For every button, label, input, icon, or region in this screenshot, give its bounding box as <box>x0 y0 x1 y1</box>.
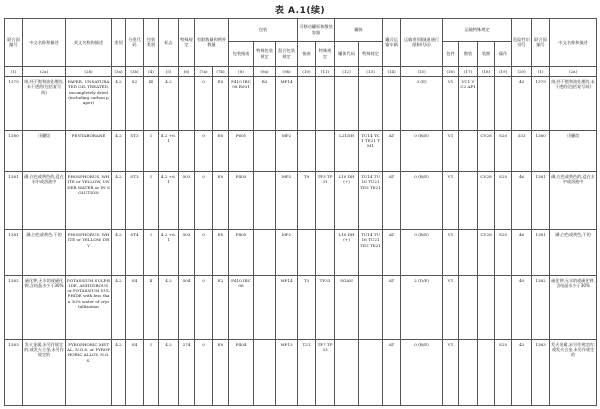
cell-lq: 0 <box>195 230 213 276</box>
cell-veh: AT <box>383 130 401 171</box>
cell-code: ST3 <box>126 130 144 171</box>
column-number: (20) <box>512 66 532 76</box>
cell-tc: 3 (E) <box>401 76 443 130</box>
page-title: 表 A.1(续) <box>274 6 326 16</box>
cell-t1: T21 <box>298 339 316 405</box>
cell-hid: 43 <box>512 339 532 405</box>
cell-cls: 4.2 <box>112 230 126 276</box>
column-number: (7a) <box>195 66 213 76</box>
cell-p2 <box>254 130 276 171</box>
cell-un: 1381 <box>5 172 23 230</box>
cell-s1: V1 <box>443 172 459 230</box>
cell-lq: 0 <box>195 339 213 405</box>
cell-eq: E0 <box>213 339 229 405</box>
cell-cls: 4.2 <box>112 339 126 405</box>
cell-en: PYROPHORIC METAL, N.O.S. or PYROPHORIC ALLOY, N.O.S. <box>66 339 112 405</box>
cell-t2 <box>316 76 335 130</box>
header-packaging: 包装 <box>229 19 298 42</box>
cell-p3: MP2 <box>276 230 298 276</box>
cell-hid: 40 <box>512 275 532 339</box>
cell-cn: 硫化钾,无水的或硫化钾,含结晶水少于30% <box>23 275 66 339</box>
cell-tc: 0 (B/E) <box>401 339 443 405</box>
cell-sp <box>179 76 195 130</box>
cell-sp: 504 <box>179 275 195 339</box>
cell-en: PHOSPHORUS, WHITE or YELLOW, DRY <box>66 230 112 276</box>
cell-veh: AT <box>383 339 401 405</box>
column-number: (4) <box>144 66 159 76</box>
cell-p3: MP14 <box>276 76 298 130</box>
cell-s3: CV28 <box>478 172 495 230</box>
header-english-name: 英文名称和描述 <box>66 19 112 67</box>
column-number: (5) <box>159 66 179 76</box>
column-number: (8) <box>229 66 254 76</box>
cell-label: 4.2 <box>159 275 179 339</box>
cell-s2 <box>459 275 478 339</box>
column-number: (1) <box>532 66 550 76</box>
cell-p1: P405 <box>229 172 254 230</box>
cell-s3: CV28 <box>478 130 495 171</box>
cell-cn: 纸,经不饱和油处理的,未干透的(包括复写纸) <box>23 76 66 130</box>
column-number: (17) <box>459 66 478 76</box>
header-mixed-packing: 混合包装规定 <box>276 41 298 66</box>
cell-cn: 磷,白色或黄色的,浸在水中或溶液中 <box>23 172 66 230</box>
cell-tc: 0 (B/E) <box>401 230 443 276</box>
cell-tk2: TU14 TU16 TU21 TE3 TE21 <box>359 172 383 230</box>
cell-hid: 333 <box>512 130 532 171</box>
cell-cn2: 戊硼烷 <box>550 130 597 171</box>
cell-p2 <box>254 339 276 405</box>
column-number: (13) <box>359 66 383 76</box>
cell-cls: 4.2 <box>112 76 126 130</box>
cell-s1: V1 <box>443 339 459 405</box>
cell-lq: 0 <box>195 76 213 130</box>
cell-cn: 戊硼烷 <box>23 130 66 171</box>
table-row <box>5 172 597 230</box>
cell-pg: Ⅱ <box>144 275 159 339</box>
cell-tk1: L10 DH (+) <box>335 230 359 276</box>
cell-un: 1380 <box>5 130 23 171</box>
cell-p2 <box>254 275 276 339</box>
cell-un2: 1380 <box>532 130 550 171</box>
column-number: (2a) <box>23 66 66 76</box>
cell-t1 <box>298 76 316 130</box>
cell-en: PHOSPHORUS, WHITE or YELLOW, UNDER WATER or IN SOLUTION <box>66 172 112 230</box>
cell-code: ST4 <box>126 230 144 276</box>
cell-un: 1381 <box>5 230 23 276</box>
table-row <box>5 230 597 276</box>
cell-p2 <box>254 172 276 230</box>
cell-hid: 40 <box>512 76 532 130</box>
cell-s1: V1 <box>443 275 459 339</box>
cell-tc: 0 (B/E) <box>401 172 443 230</box>
table-row <box>5 339 597 405</box>
header-portable-tanks: 可移动罐柜和散装容器 <box>298 19 335 42</box>
cell-code: ST3 <box>126 172 144 230</box>
cell-pg: Ⅰ <box>144 172 159 230</box>
cell-code: S2 <box>126 76 144 130</box>
cell-tk2: TU14 TC1 TE21 TM1 <box>359 130 383 171</box>
cell-sp: 503 <box>179 230 195 276</box>
header-class: 类别 <box>112 19 126 67</box>
cell-code: S4 <box>126 339 144 405</box>
cell-en: PAPER, UNSATURATED OIL TREATED, incompletely dried (including carbon paper) <box>66 76 112 130</box>
cell-cls: 4.2 <box>112 130 126 171</box>
cell-tk2 <box>359 275 383 339</box>
cell-t2: TP7 TP33 <box>316 339 335 405</box>
column-number: (6) <box>179 66 195 76</box>
table-row <box>5 76 597 130</box>
cell-un2: 1381 <box>532 172 550 230</box>
cell-sp: 503 <box>179 172 195 230</box>
cell-s2 <box>459 339 478 405</box>
cell-en: POTASSIUM SULPHIDE, ANHYDROUS or POTASSIUM SULPHIDE with less than 30% water of crystallization <box>66 275 112 339</box>
table-row <box>5 130 597 171</box>
cell-cn2: 硫化钾,无水的或硫化钾,含结晶水少于30% <box>550 275 597 339</box>
cell-p3: MP13 <box>276 339 298 405</box>
header-chinese-name-right: 中文名称和描述 <box>550 19 597 67</box>
cell-un: 1379 <box>5 76 23 130</box>
cell-pg: Ⅰ <box>144 339 159 405</box>
cell-s4: S20 <box>495 339 512 405</box>
cell-tk1: SGAN <box>335 275 359 339</box>
table-row <box>5 275 597 339</box>
cell-eq: E0 <box>213 172 229 230</box>
cell-s2 <box>459 130 478 171</box>
cell-p1: P410 IBC08 R001 <box>229 76 254 130</box>
cell-t1 <box>298 130 316 171</box>
cell-s2 <box>459 172 478 230</box>
cell-lq: 0 <box>195 275 213 339</box>
cell-p1: P410 IBC06 <box>229 275 254 339</box>
cell-un2: 1383 <box>532 339 550 405</box>
cell-un2: 1379 <box>532 76 550 130</box>
cell-eq: E0 <box>213 76 229 130</box>
cell-label: 4.2 +6.1 <box>159 130 179 171</box>
cell-pg: Ⅰ <box>144 130 159 171</box>
column-number: (7b) <box>213 66 229 76</box>
header-portable-special: 特殊规定 <box>316 41 335 66</box>
cell-un: 1382 <box>5 275 23 339</box>
header-tank: 罐体 <box>335 19 383 42</box>
column-number: (2a) <box>550 66 597 76</box>
column-number: (18) <box>478 66 495 76</box>
cell-s3 <box>478 76 495 130</box>
header-limited-quantities: 有限数量和例外数量 <box>195 19 229 67</box>
header-tank-special: 特殊规定 <box>359 41 383 66</box>
cell-s1: V1 <box>443 230 459 276</box>
cell-s3 <box>478 339 495 405</box>
cell-pg: Ⅲ <box>144 76 159 130</box>
cell-tk2 <box>359 339 383 405</box>
column-number: (11) <box>316 66 335 76</box>
cell-tk1 <box>335 339 359 405</box>
cell-tk2: TU14 TU16 TU21 TE3 TE21 <box>359 230 383 276</box>
cell-eq: E0 <box>213 230 229 276</box>
cell-p3: MP2 <box>276 172 298 230</box>
header-special-packing: 特殊包装规定 <box>254 41 276 66</box>
cell-cn: 发火金属,未另作规定的;或发火合金,未另作规定的 <box>23 339 66 405</box>
column-number: (12) <box>335 66 359 76</box>
cell-t2 <box>316 130 335 171</box>
cell-s3: CV28 <box>478 230 495 276</box>
cell-t2: TP3 TP31 <box>316 172 335 230</box>
cell-s4 <box>495 76 512 130</box>
cell-p1: P404 <box>229 339 254 405</box>
header-sp-operation: 操作 <box>495 41 512 66</box>
cell-p2: B3 <box>254 76 276 130</box>
cell-t1 <box>298 230 316 276</box>
cell-veh <box>383 76 401 130</box>
cell-un2: 1382 <box>532 275 550 339</box>
column-number: (3a) <box>112 66 126 76</box>
header-hazard-id: 危险性识别号 <box>512 19 532 67</box>
header-row-top <box>5 19 597 42</box>
cell-tk1 <box>335 76 359 130</box>
header-chinese-name: 中文名称和描述 <box>23 19 66 67</box>
cell-label: 4.2 <box>159 76 179 130</box>
cell-cn: 磷,白色或黄色,干的 <box>23 230 66 276</box>
cell-lq: 0 <box>195 130 213 171</box>
cell-veh: AT <box>383 230 401 276</box>
cell-cn2: 发火金属,未另作规定的;或发火合金,未另作规定的 <box>550 339 597 405</box>
cell-label: 4.2 +6.1 <box>159 230 179 276</box>
header-sp-bulk: 散装 <box>459 41 478 66</box>
header-classification-code: 分类代码 <box>126 19 144 67</box>
header-sp-packages: 包件 <box>443 41 459 66</box>
cell-cn2: 纸,经不饱和油处理的,未干透的(包括复写纸) <box>550 76 597 130</box>
cell-cn2: 磷,白色或黄色,干的 <box>550 230 597 276</box>
header-tank-vehicle: 罐式运输车辆 <box>383 19 401 67</box>
cell-lq: 0 <box>195 172 213 230</box>
header-portable-instructions: 指南 <box>298 41 316 66</box>
header-sp-loading: 装卸 <box>478 41 495 66</box>
column-number: (10) <box>298 66 316 76</box>
cell-cn2: 磷,白色或黄色的,浸在水中或溶液中 <box>550 172 597 230</box>
column-number: (19) <box>495 66 512 76</box>
cell-s3 <box>478 275 495 339</box>
cell-p3: MP2 <box>276 130 298 171</box>
cell-hid: 46 <box>512 172 532 230</box>
cell-s2 <box>459 230 478 276</box>
cell-pg: Ⅰ <box>144 230 159 276</box>
cell-veh: AT <box>383 172 401 230</box>
cell-un2: 1381 <box>532 230 550 276</box>
column-number: (1) <box>5 66 23 76</box>
cell-t1: T9 <box>298 172 316 230</box>
column-number: (16) <box>443 66 459 76</box>
column-number: (15) <box>401 66 443 76</box>
cell-t2 <box>316 230 335 276</box>
cell-t1: T3 <box>298 275 316 339</box>
cell-tc: 0 (B/E) <box>401 130 443 171</box>
cell-veh: AT <box>383 275 401 339</box>
cell-p1: P405 <box>229 230 254 276</box>
cell-label: 4.2 +6.1 <box>159 172 179 230</box>
column-number: (2b) <box>66 66 112 76</box>
cell-hid: 46 <box>512 230 532 276</box>
header-un-number: 联合国编号 <box>5 19 23 67</box>
cell-cls: 4.2 <box>112 172 126 230</box>
cell-sp: 274 <box>179 339 195 405</box>
cell-eq: E0 <box>213 130 229 171</box>
cell-cls: 4.2 <box>112 275 126 339</box>
cell-p3: MP14 <box>276 275 298 339</box>
cell-eq: E2 <box>213 275 229 339</box>
column-number: (9b) <box>276 66 298 76</box>
cell-p2 <box>254 230 276 276</box>
cell-sp <box>179 130 195 171</box>
cell-label: 4.2 <box>159 339 179 405</box>
cell-code: S4 <box>126 275 144 339</box>
column-number: (9a) <box>254 66 276 76</box>
column-number-row <box>5 66 597 76</box>
cell-s4: S20 <box>495 130 512 171</box>
header-special-transport: 运输特殊规定 <box>443 19 512 42</box>
cell-tc: 2 (D/E) <box>401 275 443 339</box>
column-number: (14) <box>383 66 401 76</box>
dangerous-goods-table <box>4 18 597 406</box>
cell-tk1: L21DH <box>335 130 359 171</box>
cell-un: 1383 <box>5 339 23 405</box>
cell-s2: VC1 VC2 AP1 <box>459 76 478 130</box>
cell-tk1: L10 DH (+) <box>335 172 359 230</box>
header-un-number-right: 联合国编号 <box>532 19 550 67</box>
header-special-provisions: 特殊规定 <box>179 19 195 67</box>
cell-s1: V1 <box>443 130 459 171</box>
cell-s4: S20 <box>495 230 512 276</box>
cell-s1: V1 <box>443 76 459 130</box>
cell-t2: TP33 <box>316 275 335 339</box>
cell-s4 <box>495 275 512 339</box>
cell-en: PENTABORANE <box>66 130 112 171</box>
header-labels: 标志 <box>159 19 179 67</box>
cell-tk2 <box>359 76 383 130</box>
column-number: (3b) <box>126 66 144 76</box>
header-packing-group: 包装类别 <box>144 19 159 67</box>
cell-p1: P601 <box>229 130 254 171</box>
header-tank-code: 罐体代码 <box>335 41 359 66</box>
header-transport-category: 运输类别(隧道通行限制代码) <box>401 19 443 67</box>
header-packing-instructions: 包装指南 <box>229 41 254 66</box>
cell-s4: S20 <box>495 172 512 230</box>
